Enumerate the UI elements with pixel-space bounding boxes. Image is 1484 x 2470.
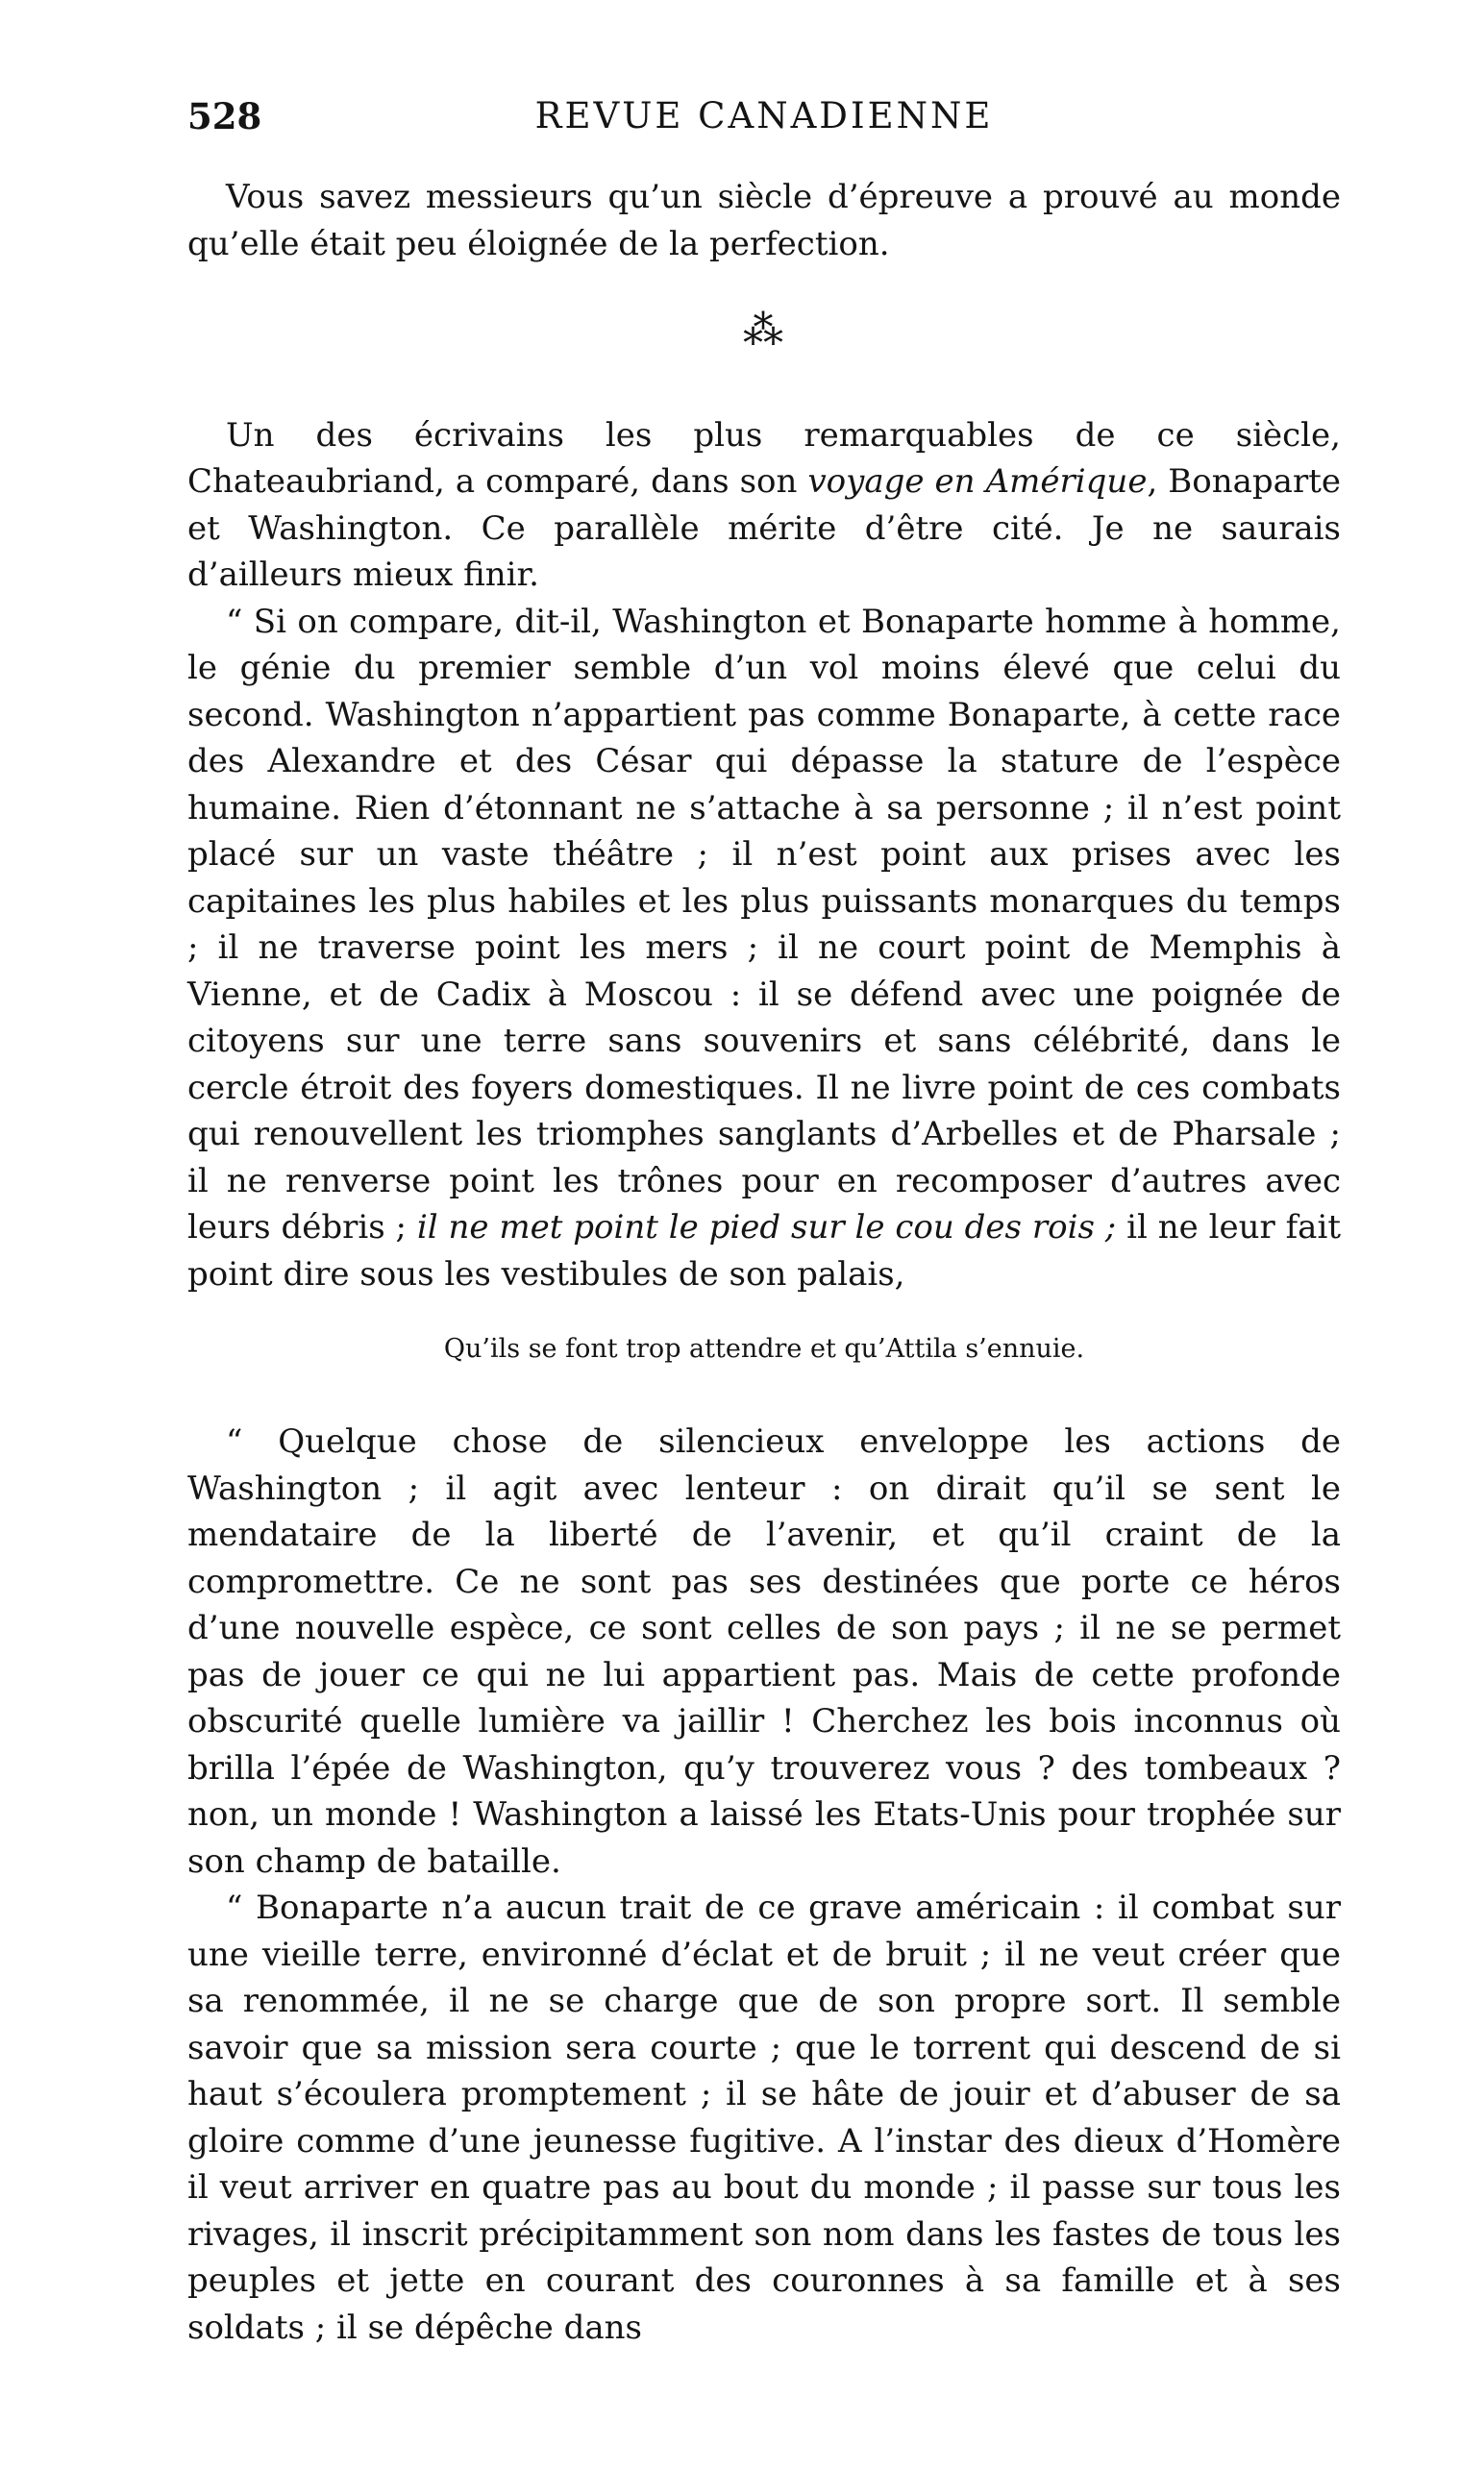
paragraph-quote-washington: “ Quelque chose de silencieux enveloppe les actions de Washington ; il agit avec lenteur : on dirait qu’il se sent le mendataire de la liberté de l’avenir, et qu’il craint de la compromettre. Ce ne sont pas ses destinées que porte ce héros d’une nouvelle espèce, ce sont celles de son pays ; il ne se permet pas de jouer ce qui ne lui appartient pas. Mais de cette profonde obscurité quelle lumière va jaillir ! Cherchez les bois inconnus où brilla l’épée de Washington, qu’y trouverez vous ? des tombeaux ? non, un monde ! Washington a laissé les Etats-Unis pour trophée sur son champ de bataille. [187,1422,1341,1881]
paragraph-text: il ne leur fait point dire sous les vestibules de son palais, [187,1208,1341,1294]
running-head [187,91,1341,149]
journal-title: REVUE CANADIENNE [534,95,994,136]
paragraph-quote-bonaparte: “ Bonaparte n’a aucun trait de ce grave américain : il combat sur une vieille terre, environné d’éclat et de bruit ; il ne veut créer que sa renommée, il ne se charge que de son propre sort. Il semble savoir que sa mission sera courte ; que le torrent qui descend de si haut s’écoulera promptement ; il se hâte de jouir et d’abuser de sa gloire comme d’une jeunesse fugitive. A l’instar des dieux d’Homère il veut arriver en quatre pas au bout du monde ; il passe sur tous les rivages, il inscrit précipitamment son nom dans les fastes de tous les peuples et jette en courant des couronnes à sa famille et à ses soldats ; il se dépêche dans [187,1889,1341,2347]
paragraph-text: , Bonaparte et Washington. Ce parallèle mérite d’être cité. Je ne saurais d’ailleurs mieux finir. [187,462,1341,594]
asterism-separator: ⁂ [743,307,785,354]
book-title-italic: voyage en Amérique [807,462,1148,501]
italic-phrase: il ne met point le pied sur le cou des rois ; [416,1208,1117,1247]
paragraph-text: “ Si on compare, dit-il, Washington et Bonaparte homme à homme, le génie du premier semble d’un vol moins élevé que celui du second. Washington n’appartient pas comme Bonaparte, à cette race des Alexandre et des César qui dépasse la stature de l’espèce humaine. Rien d’étonnant ne s’attache à sa personne ; il n’est point placé sur un vaste théâtre ; il n’est point aux prises avec les capitaines les plus habiles et les plus puissants monarques du temps ; il ne traverse point les mers ; il ne court point de Memphis à Vienne, et de Cadix à Moscou : il se défend avec une poignée de citoyens sur une terre sans souvenirs et sans célébrité, dans le cercle étroit des foyers domestiques. Il ne livre point de ces combats qui renouvellent les triomphes sanglants d’Arbelles et de Pharsale ; il ne renverse point les trônes pour en recomposer d’autres avec leurs débris ; [187,602,1341,1247]
paragraph-chateaubriand-intro [187,412,1341,599]
page [187,91,1341,2351]
page-number: 528 [187,95,262,137]
body-text [187,174,1341,2351]
verse-quotation: Qu’ils se font trop attendre et qu’Attila s’ennuie. [443,1334,1085,1364]
paragraph-continuation: Vous savez messieurs qu’un siècle d’épreuve a prouvé au monde qu’elle était peu éloignée de la perfection. [187,178,1341,263]
paragraph-quote-comparison [187,599,1341,1298]
paragraph-text: Un des écrivains les plus remarquables de ce siècle, Chateaubriand, a comparé, dans son [187,415,1341,501]
